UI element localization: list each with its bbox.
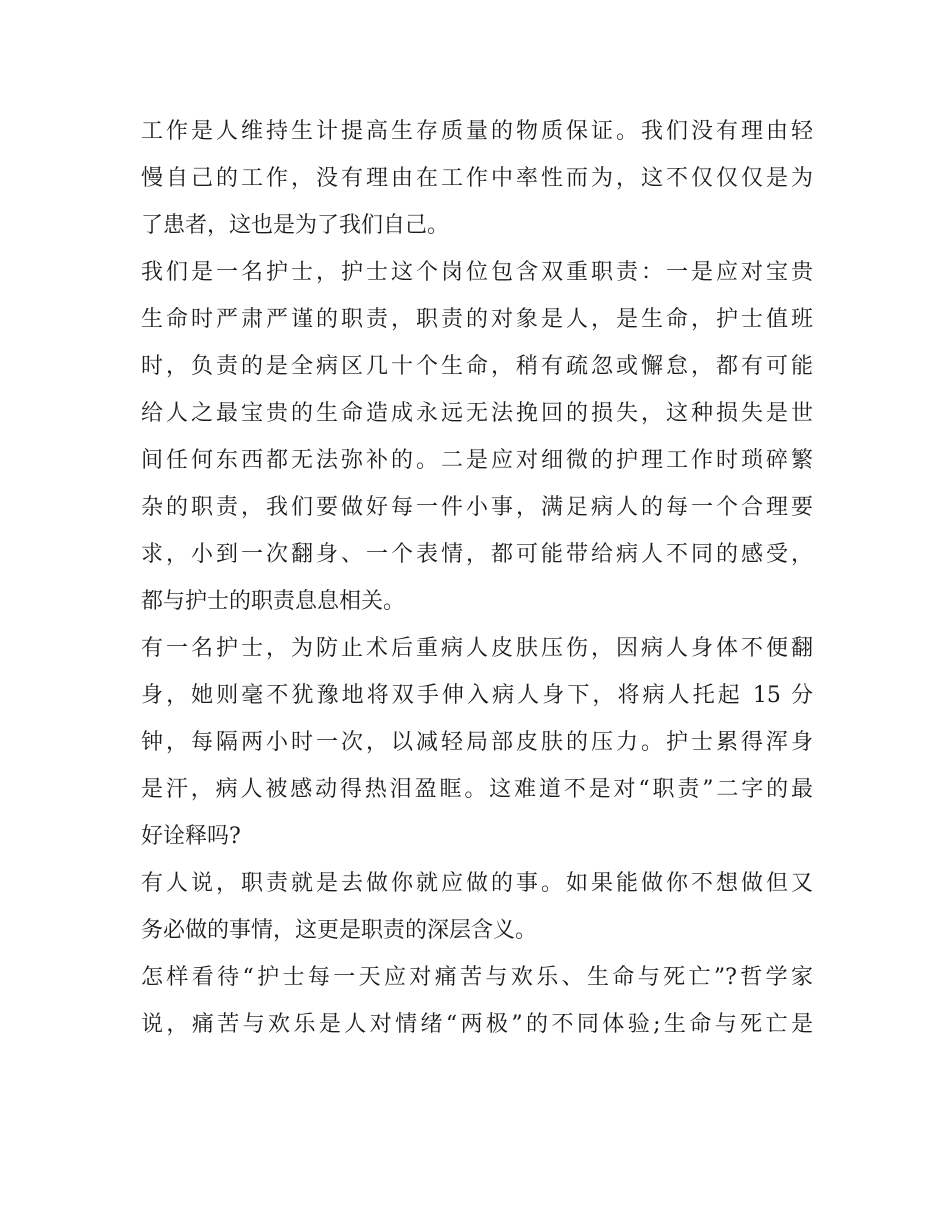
text-line: 求，小到一次翻身、一个表情，都可能带给病人不同的感受，: [141, 542, 813, 567]
text-line: 都与护士的职责息息相关。: [141, 589, 406, 614]
text-line: 有人说，职责就是去做你就应做的事。如果能做你不想做但又: [141, 871, 813, 896]
text-line: 身，她则毫不犹豫地将双手伸入病人身下，将病人托起 15 分: [141, 683, 813, 708]
text-line: 务必做的事情，这更是职责的深层含义。: [141, 918, 538, 943]
text-line: 间任何东西都无法弥补的。二是应对细微的护理工作时琐碎繁: [141, 448, 813, 473]
document-body: [141, 108, 813, 1048]
text-line: 钟，每隔两小时一次，以减轻局部皮肤的压力。护士累得浑身: [141, 730, 813, 755]
text-line: 我们是一名护士，护士这个岗位包含双重职责：一是应对宝贵: [141, 260, 813, 285]
text-line: 是汗，病人被感动得热泪盈眶。这难道不是对“职责”二字的最: [141, 777, 813, 802]
text-line: 说，痛苦与欢乐是人对情绪“两极”的不同体验;生命与死亡是: [141, 1012, 813, 1037]
text-line: 给人之最宝贵的生命造成永远无法挽回的损失，这种损失是世: [141, 401, 813, 426]
text-line: 怎样看待“护士每一天应对痛苦与欢乐、生命与死亡”?哲学家: [141, 965, 813, 990]
text-line: 工作是人维持生计提高生存质量的物质保证。我们没有理由轻: [141, 119, 813, 144]
text-line: 时，负责的是全病区几十个生命，稍有疏忽或懈怠，都有可能: [141, 354, 813, 379]
text-line: 慢自己的工作，没有理由在工作中率性而为，这不仅仅仅是为: [141, 166, 813, 191]
text-line: 生命时严肃严谨的职责，职责的对象是人，是生命，护士值班: [141, 307, 813, 332]
text-line: 好诠释吗?: [141, 824, 241, 849]
text-line: 有一名护士，为防止术后重病人皮肤压伤，因病人身体不便翻: [141, 636, 813, 661]
text-line: 了患者，这也是为了我们自己。: [141, 213, 450, 238]
text-line: 杂的职责，我们要做好每一件小事，满足病人的每一个合理要: [141, 495, 813, 520]
